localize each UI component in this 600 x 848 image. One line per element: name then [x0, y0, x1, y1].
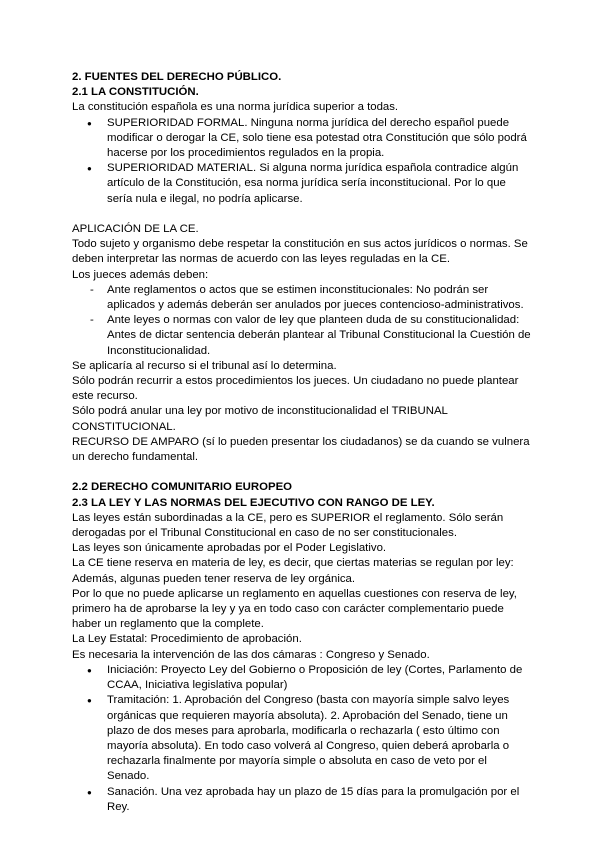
subsection-title: 2.3 LA LEY Y LAS NORMAS DEL EJECUTIVO CON RANGO DE LEY.	[72, 496, 435, 509]
list-item: ● SUPERIORIDAD MATERIAL. Si alguna norma jurídica española contradice algún artículo de la Constitución, esa norma jurídica sería inconstitucional. Por lo que sería nula e ilegal, no podría aplicarse.	[72, 161, 532, 207]
paragraph: La constitución española es una norma jurídica superior a todas.	[72, 101, 399, 114]
bullet-list	[72, 116, 532, 207]
list-item: ● SUPERIORIDAD FORMAL. Ninguna norma jurídica del derecho español puede modificar o derogar la CE, solo tiene esa potestad otra Constitución que sólo podrá hacerse por los procedimientos regulados en la propia.	[72, 116, 532, 162]
subsection-title: 2.2 DERECHO COMUNITARIO EUROPEO	[72, 481, 293, 494]
subsection-title: 2.1 LA CONSTITUCIÓN.	[72, 86, 199, 99]
paragraph: Por lo que no puede aplicarse un reglamento en aquellas cuestiones con reserva de ley, primero ha de aprobarse la ley y ya en todo caso con carácter complementario puede haber un reglamento que la complete.	[72, 587, 517, 631]
bullet-list	[72, 663, 532, 815]
paragraph: Los jueces además deben:	[72, 268, 209, 281]
dash-list	[72, 283, 532, 359]
paragraph: Las leyes están subordinadas a la CE, pero es SUPERIOR el reglamento. Sólo serán derogadas por el Tribunal Constitucional en caso de no ser constitucionales.	[72, 511, 504, 540]
paragraph: Se aplicaría al recurso si el tribunal así lo determina.	[72, 359, 337, 372]
spacer	[72, 465, 532, 480]
section-title: 2. FUENTES DEL DERECHO PÚBLICO.	[72, 71, 282, 83]
paragraph: Las leyes son únicamente aprobadas por el Poder Legislativo.	[72, 542, 387, 555]
paragraph: Sólo podrán recurrir a estos procedimientos los jueces. Un ciudadano no puede plantear este recurso.	[72, 375, 519, 403]
spacer	[72, 207, 532, 222]
paragraph: RECURSO DE AMPARO (sí lo pueden presentar los ciudadanos) se da cuando se vulnera un derecho fundamental.	[72, 435, 530, 464]
list-item: ● Sanación. Una vez aprobada hay un plazo de 15 días para la promulgación por el Rey.	[72, 785, 532, 815]
paragraph: Es necesaria la intervención de las dos cámaras : Congreso y Senado.	[72, 648, 430, 661]
document-page	[72, 70, 532, 815]
list-item: ● Tramitación: 1. Aprobación del Congreso (basta con mayoría simple salvo leyes orgánicas que requieren mayoría absoluta). 2. Aprobación del Senado, tiene un plazo de dos meses para aprobarla, modificarla o rechazarla ( esto último con mayoría absoluta). En todo caso volverá al Congreso, quien deberá aprobarla o rechazarla finalmente por mayoría simple o absoluta en caso de veto por el Senado.	[72, 693, 532, 784]
paragraph: Todo sujeto y organismo debe respetar la constitución en sus actos jurídicos o normas. Se deben interpretar las normas de acuerdo con las leyes reguladas en la CE.	[72, 238, 528, 266]
section-heading: APLICACIÓN DE LA CE.	[72, 223, 199, 236]
list-item: - Ante leyes o normas con valor de ley que planteen duda de su constitucionalidad: Antes de dictar sentencia deberán plantear al Tribunal Constitucional la Cuestión de Inconstitucionalidad.	[72, 313, 532, 359]
paragraph: La CE tiene reserva en materia de ley, es decir, que ciertas materias se regulan por ley: Además, algunas pueden tener reserva de ley orgánica.	[72, 557, 514, 585]
list-item: ● Iniciación: Proyecto Ley del Gobierno o Proposición de ley (Cortes, Parlamento de CCAA, Iniciativa legislativa popular)	[72, 663, 532, 693]
paragraph: Sólo podrá anular una ley por motivo de inconstitucionalidad el TRIBUNAL CONSTITUCIONAL.	[72, 405, 448, 433]
list-item: - Ante reglamentos o actos que se estimen inconstitucionales: No podrán ser aplicados y además deberán ser anulados por jueces contencioso-administrativos.	[72, 283, 532, 313]
paragraph: La Ley Estatal: Procedimiento de aprobación.	[72, 633, 302, 646]
